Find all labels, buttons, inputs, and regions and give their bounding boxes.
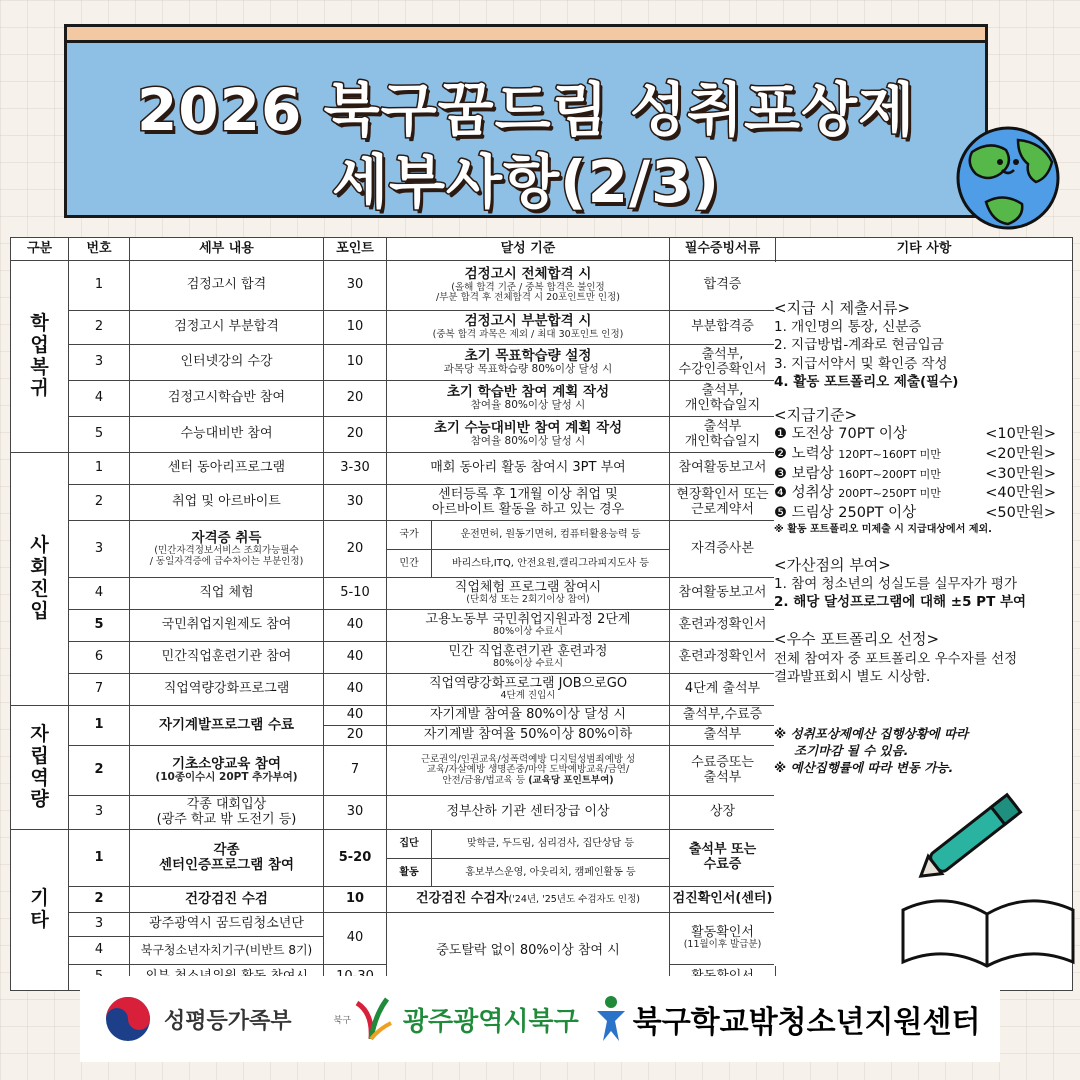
center-figure-icon: [593, 993, 629, 1045]
criteria-main: 검정고시 전체합격 시: [464, 266, 592, 283]
document-line: 근로계약서: [691, 501, 754, 517]
criteria-sub: 80%이상 수료시: [492, 658, 564, 670]
detail-main: 기초소양교육 참여: [171, 756, 282, 773]
grade-mark: ❸: [774, 465, 787, 482]
criteria-sub: 과목당 목표학습량 80%이상 달성 시: [443, 363, 613, 376]
row-criteria: [387, 261, 670, 311]
detail-line: (광주 학교 밖 도전기 등): [156, 811, 297, 827]
row-criteria: [387, 610, 670, 642]
header-number: 번호: [69, 238, 130, 261]
document-line: 수료증: [703, 857, 742, 872]
row-detail: 직업역량강화프로그램: [130, 674, 324, 706]
category-char: 역: [30, 766, 49, 789]
row-number: 4: [69, 578, 130, 610]
ministry-name: 성평등가족부: [164, 1008, 292, 1034]
grade-row: [774, 445, 1070, 465]
criteria-main: 초기 수능대비반 참여 계획 작성: [433, 419, 623, 436]
row-points: 40: [324, 610, 387, 642]
row-detail: 취업 및 아르바이트: [130, 485, 324, 521]
grade-mark: ❷: [774, 445, 787, 462]
row-detail: 광주광역시 꿈드림청소년단: [130, 913, 324, 937]
notes-heading: <지급기준>: [774, 406, 858, 425]
grade-range: 120PT~160PT 미만: [838, 447, 941, 461]
row-detail: 검정고시학습반 참여: [130, 381, 324, 417]
criteria-type: 집단: [387, 830, 432, 858]
notes-line: 1. 참여 청소년의 성실도를 실무자가 평가: [774, 575, 1017, 592]
row-number: 4: [69, 937, 130, 965]
globe-icon: [952, 122, 1064, 234]
row-number: 3: [69, 521, 130, 578]
row-criteria: 자기계발 참여율 80%이상 달성 시: [387, 706, 670, 726]
criteria-sub: (올해 합격 기준 / 중복 합격은 불인정: [451, 281, 605, 293]
criteria-type: 국가: [387, 521, 432, 549]
notes-remark: ※ 성취포상제예산 집행상황에 따라: [774, 726, 969, 742]
row-points: 10: [324, 345, 387, 381]
row-points: 10: [324, 887, 387, 913]
grade-amount: <30만원>: [985, 465, 1056, 482]
row-criteria: [387, 887, 670, 913]
row-points: 5-20: [324, 830, 387, 887]
category-char: 귀: [30, 377, 49, 400]
bukgu-mark-label: 북구: [333, 1015, 351, 1026]
criteria-main: 검정고시 부분합격 시: [464, 313, 592, 330]
notes-line: 결과발표회시 별도 시상함.: [774, 668, 931, 685]
document-sub: (11월이후 발급분): [683, 939, 762, 951]
detail-sub: / 동일자격증에 급수차이는 부분인정): [149, 555, 304, 567]
document-line: 출석부,: [701, 346, 744, 362]
row-criteria: [387, 830, 670, 887]
notes-line: 2. 지급방법-계좌로 현금입금: [774, 337, 944, 354]
page-title-line2: 세부사항(2/3): [331, 148, 721, 216]
criteria-line: 센터등록 후 1개월 이상 취업 및: [438, 486, 618, 502]
row-document: [670, 830, 776, 887]
row-number: 5: [69, 417, 130, 453]
row-document: 훈련과정확인서: [670, 642, 776, 674]
row-number: 2: [69, 887, 130, 913]
row-points: 20: [324, 417, 387, 453]
criteria-sub: 참여율 80%이상 달성 시: [470, 399, 586, 412]
document-line: 수료증또는: [691, 754, 754, 770]
center-name: 북구학교밖청소년지원센터: [632, 1005, 981, 1040]
criteria-examples: 홍보부스운영, 아웃리치, 캠페인활동 등: [465, 866, 636, 878]
criteria-examples: 맞학클, 두드림, 심리검사, 집단상담 등: [432, 830, 670, 858]
detail-line: 센터인증프로그램 참여: [158, 857, 295, 873]
grade-mark: ❺: [774, 504, 787, 521]
detail-line: 각종 대회입상: [186, 796, 267, 812]
notes-line: 전체 참여자 중 포트폴리오 우수자를 선정: [774, 650, 1018, 667]
notes-heading: <우수 포트폴리오 선정>: [774, 630, 940, 649]
detail-sub: (민간자격정보서비스 조회가능필수: [154, 544, 299, 556]
criteria-main: 건강검진 수검자: [416, 891, 509, 907]
header-criteria: 달성 기준: [387, 238, 670, 261]
row-number: 2: [69, 746, 130, 796]
row-points: 30: [324, 485, 387, 521]
row-document: [670, 485, 776, 521]
category-char: 업: [30, 333, 49, 356]
criteria-line: 아르바이트 활동을 하고 있는 경우: [431, 501, 625, 517]
category-label: [13, 535, 66, 622]
row-detail: [130, 746, 324, 796]
criteria-sub: (단회성 또는 2회기이상 참여): [466, 594, 590, 606]
notes-heading: <가산점의 부여>: [774, 555, 891, 574]
grade-name: 노력상: [791, 445, 834, 462]
row-document: 검진확인서(센터): [670, 887, 776, 913]
document-line: 활동확인서: [691, 924, 754, 940]
pen-icon: [905, 790, 1045, 880]
document-line: 출석부: [703, 769, 742, 785]
row-document: 훈련과정확인서: [670, 610, 776, 642]
row-detail: 검정고시 부분합격: [130, 311, 324, 345]
document-line: 수강인증확인서: [678, 361, 767, 377]
header-category: 구분: [11, 238, 69, 261]
row-document: [670, 417, 776, 453]
row-detail: [130, 830, 324, 887]
category-cell: [11, 453, 69, 706]
row-criteria: [387, 642, 670, 674]
criteria-sub: /부분 합격 후 전체합격 시 20포인트만 인정): [436, 292, 620, 304]
bukgu-logo: [334, 993, 579, 1045]
row-number: 2: [69, 311, 130, 345]
center-logo: [593, 993, 981, 1045]
row-detail: 인터넷강의 수강: [130, 345, 324, 381]
header-notes: 기타 사항: [776, 238, 1073, 261]
row-number: 1: [69, 261, 130, 311]
category-char: 타: [30, 909, 49, 931]
ministry-logo: [102, 993, 292, 1045]
category-cell: [11, 261, 69, 453]
row-detail: 민간직업훈련기관 참여: [130, 642, 324, 674]
header-detail: 세부 내용: [130, 238, 324, 261]
row-criteria: [387, 746, 670, 796]
row-points: 40: [324, 706, 387, 726]
row-criteria: [387, 345, 670, 381]
book-icon: [895, 880, 1080, 975]
row-criteria: [387, 521, 670, 578]
criteria-bonus: (교육당 포인트부여): [528, 774, 614, 786]
grade-row: [774, 484, 1070, 504]
category-label: [13, 313, 66, 400]
category-char: 학: [30, 311, 49, 334]
criteria-sub: 80%이상 수료시: [492, 626, 564, 638]
criteria-line: 고용노동부 국민취업지원과정 2단계: [425, 611, 631, 627]
row-detail: 검정고시 합격: [130, 261, 324, 311]
row-criteria: [387, 417, 670, 453]
category-char: 복: [30, 355, 49, 378]
row-detail: 자기계발프로그램 수료: [130, 706, 324, 746]
category-char: 사: [30, 534, 49, 557]
row-number: 3: [69, 913, 130, 937]
notes-line: 2. 해당 달성프로그램에 대해 ±5 PT 부여: [774, 594, 1027, 611]
row-number: 6: [69, 642, 130, 674]
criteria-line: 직업역량강화프로그램 JOB으로GO: [428, 675, 628, 691]
row-number: 7: [69, 674, 130, 706]
row-detail: [130, 796, 324, 830]
row-points: 30: [324, 261, 387, 311]
category-char: 자: [30, 722, 49, 745]
detail-line: 각종: [213, 841, 240, 858]
row-criteria: 중도탈락 없이 80%이상 참여 시: [387, 913, 670, 991]
criteria-line: 민간 직업훈련기관 훈련과정: [448, 643, 608, 659]
notes-warning: ※ 활동 포트폴리오 미제출 시 지급대상에서 제외.: [774, 524, 992, 536]
notes-line: 3. 지급서약서 및 확인증 작성: [774, 355, 948, 372]
category-label: [13, 724, 66, 811]
criteria-main: 초기 목표학습량 설정: [464, 347, 592, 364]
row-points: 40: [324, 913, 387, 965]
row-document: 4단계 출석부: [670, 674, 776, 706]
row-criteria: 매회 동아리 활동 참여시 3PT 부여: [387, 453, 670, 485]
row-criteria: [387, 311, 670, 345]
footer-logos: [80, 976, 1000, 1062]
grade-mark: ❶: [774, 426, 787, 443]
row-document: 합격증: [670, 261, 776, 311]
row-points: 40: [324, 674, 387, 706]
row-detail: 건강검진 수검: [130, 887, 324, 913]
criteria-line: 직업체험 프로그램 참여시: [454, 579, 602, 595]
grade-name: 성취상: [791, 485, 834, 502]
row-points: 20: [324, 381, 387, 417]
notes-remark: 조기마감 될 수 있음.: [794, 742, 909, 758]
criteria-sub: ('24년, '25년도 수검자도 인정): [508, 894, 640, 906]
criteria-sub: 4단계 진입시: [500, 690, 556, 702]
category-cell: [11, 706, 69, 830]
grade-mark: ❹: [774, 485, 787, 502]
grade-amount: <40만원>: [985, 485, 1056, 502]
row-document: 출석부: [670, 726, 776, 746]
taegeuk-icon: [102, 993, 154, 1045]
document-line: 출석부 또는: [688, 842, 757, 858]
detail-main: 자격증 취득: [191, 529, 262, 546]
row-detail: 국민취업지원제도 참여: [130, 610, 324, 642]
bukgu-emblem-icon: [351, 993, 395, 1045]
category-char: 립: [30, 744, 49, 767]
row-number: 5: [69, 610, 130, 642]
row-number: 1: [69, 453, 130, 485]
grade-name: 보람상: [791, 465, 834, 482]
grade-row: [774, 465, 1070, 485]
grade-name: 드림상: [791, 504, 834, 521]
criteria-main: 초기 학습반 참여 계획 작성: [446, 383, 610, 400]
grade-amount: <20만원>: [985, 445, 1056, 462]
row-document: 출석부,수료증: [670, 706, 776, 726]
criteria-sub: 참여율 80%이상 달성 시: [470, 435, 586, 448]
row-criteria: 자기계발 참여율 50%이상 80%이하: [387, 726, 670, 746]
row-document: [670, 746, 776, 796]
grade-range: 250PT 이상: [838, 504, 917, 521]
header-documents: 필수증빙서류: [670, 238, 776, 261]
grade-row: [774, 425, 1070, 445]
criteria-sub: (중복 합격 과목은 제외 / 최대 30포인트 인정): [432, 328, 624, 340]
category-char: 기: [30, 887, 49, 910]
grade-range: 70PT 이상: [838, 426, 907, 443]
row-detail: 수능대비반 참여: [130, 417, 324, 453]
criteria-examples: 운전면허, 원동기면허, 컴퓨터활용능력 등: [432, 521, 670, 549]
criteria-examples: 바리스타,ITQ, 안전요원,캘리그라피지도사 등: [451, 557, 650, 569]
document-line: 출석부,: [701, 382, 744, 398]
category-char: 량: [30, 788, 49, 811]
category-char: 진: [30, 578, 49, 600]
row-points: 40: [324, 642, 387, 674]
row-number: 2: [69, 485, 130, 521]
notes-remark: ※ 예산집행률에 따라 변동 가능.: [774, 759, 954, 775]
row-detail: 북구청소년자치기구(비반트 8기): [130, 937, 324, 965]
grade-row: [774, 504, 1070, 524]
row-document: 부분합격증: [670, 311, 776, 345]
header-points: 포인트: [324, 238, 387, 261]
row-document: [670, 913, 776, 965]
document-line: 현장확인서 또는: [676, 486, 769, 502]
detail-sub: (10종이수시 20PT 추가부여): [155, 771, 298, 784]
criteria-sub: 근로권익/인권교육/성폭력예방 디지털성범죄예방 성: [420, 753, 636, 765]
row-criteria: [387, 578, 670, 610]
grade-range: 160PT~200PT 미만: [838, 467, 941, 481]
grade-amount: <50만원>: [985, 504, 1056, 521]
row-criteria: [387, 674, 670, 706]
row-points: 3-30: [324, 453, 387, 485]
row-points: 7: [324, 746, 387, 796]
category-cell: [11, 830, 69, 991]
criteria-type: 활동: [387, 858, 432, 886]
row-document: 참여활동보고서: [670, 578, 776, 610]
criteria-type: 민간: [387, 549, 432, 577]
criteria-sub: 교육/자살예방 생명존중/마약 도박예방교육/금연/: [426, 764, 630, 776]
row-detail: 직업 체험: [130, 578, 324, 610]
notes-heading: <지급 시 제출서류>: [774, 299, 911, 317]
row-number: 1: [69, 830, 130, 887]
row-detail: [130, 521, 324, 578]
row-criteria: 정부산하 기관 센터장급 이상: [387, 796, 670, 830]
category-label: [13, 888, 66, 932]
notes-line: 4. 활동 포트폴리오 제출(필수): [774, 373, 959, 390]
row-number: 3: [69, 345, 130, 381]
grade-range: 200PT~250PT 미만: [838, 487, 941, 501]
row-document: 자격증사본: [670, 521, 776, 578]
row-number: 3: [69, 796, 130, 830]
row-number: 4: [69, 381, 130, 417]
row-points: 20: [324, 726, 387, 746]
row-criteria: [387, 381, 670, 417]
row-points: 5-10: [324, 578, 387, 610]
page-title-line1: 2026 북구꿈드림 성취포상제: [136, 76, 916, 144]
row-points: 20: [324, 521, 387, 578]
document-line: 개인학습일지: [684, 433, 761, 449]
row-points: 30: [324, 796, 387, 830]
row-criteria: [387, 485, 670, 521]
row-number: 1: [69, 706, 130, 746]
grade-amount: <10만원>: [985, 426, 1056, 443]
document-line: 출석부: [703, 418, 742, 434]
bukgu-name: 광주광역시북구: [402, 1006, 579, 1037]
row-points: 10: [324, 311, 387, 345]
row-document: 상장: [670, 796, 776, 830]
row-document: [670, 345, 776, 381]
category-char: 입: [30, 599, 49, 622]
notes-line: 1. 개인명의 통장, 신분증: [774, 319, 922, 336]
grade-name: 도전상: [791, 426, 834, 443]
row-detail: 센터 동아리프로그램: [130, 453, 324, 485]
row-document: [670, 381, 776, 417]
title-banner: [64, 40, 988, 218]
document-line: 개인학습일지: [684, 397, 761, 413]
row-document: 참여활동보고서: [670, 453, 776, 485]
criteria-sub: 안전/금융/법교육 등: [442, 774, 526, 786]
category-char: 회: [30, 556, 49, 579]
